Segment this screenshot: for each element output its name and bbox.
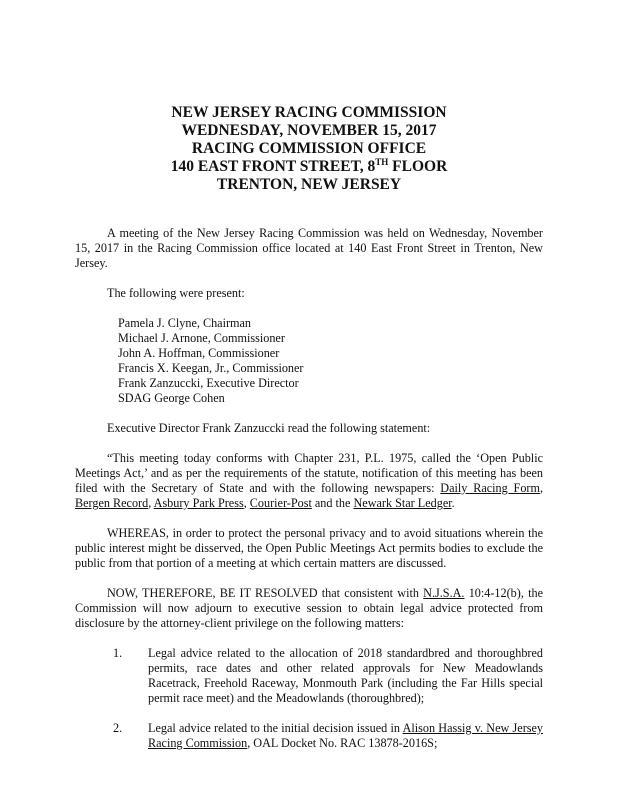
intro-paragraph: A meeting of the New Jersey Racing Commission was held on Wednesday, November 15, 2017 in the Racing Commission office located at 140 East Front Street in Trenton, New Jersey. <box>75 226 543 270</box>
statement-text: “This meeting today conforms with Chapter 231, P.L. 1975, called the ‘Open Public Meetings Act,’ and as per the requirements of the statute, notification of this meeting has been filed with the Secretary of State and with the following newspapers: <box>75 451 543 495</box>
statute-citation: N.J.S.A. <box>423 586 465 600</box>
resolved-paragraph <box>75 586 543 631</box>
newspaper-bergen-record: Bergen Record <box>75 496 149 510</box>
header-address-superscript: TH <box>375 156 389 167</box>
document-header <box>0 104 618 194</box>
header-date: WEDNESDAY, NOVEMBER 15, 2017 <box>181 122 437 139</box>
separator: , <box>243 496 250 510</box>
newspaper-newark-star-ledger: Newark Star Ledger <box>353 496 452 510</box>
newspaper-asbury-park-press: Asbury Park Press <box>153 496 244 510</box>
attendee: SDAG George Cohen <box>118 391 225 405</box>
attendee: Frank Zanzuccki, Executive Director <box>118 376 299 390</box>
separator: , <box>148 496 154 510</box>
agenda-item <box>75 721 543 751</box>
separator: , <box>539 481 544 495</box>
case-citation: Alison Hassig v. New Jersey Racing Commission <box>148 721 543 750</box>
agenda-item-text-post: , OAL Docket No. RAC 13878-2016S; <box>247 736 438 750</box>
attendee: Michael J. Arnone, Commissioner <box>118 331 285 345</box>
agenda-item-text: Legal advice related to the allocation of 2018 standardbred and thoroughbred permits, race dates and other related approvals for New Meadowlands Racetrack, Freehold Raceway, Monmouth Park (including the Far Hills special permit race meet) and the Meadowlands (thoroughbred); <box>148 646 543 705</box>
agenda-item-text-pre: Legal advice related to the initial decision issued in <box>148 721 403 735</box>
statement-end: . <box>451 496 455 510</box>
attendee-list <box>118 316 543 406</box>
resolved-text-continued: 10:4-12(b), the Commission will now adjourn to executive session to obtain legal advice protected from disclosure by the attorney-client privilege on the following matters: <box>75 586 543 630</box>
whereas-paragraph: WHEREAS, in order to protect the personal privacy and to avoid situations wherein the public interest might be disserved, the Open Public Meetings Act permits bodies to exclude the public from that portion of a meeting at which certain matters are discussed. <box>75 526 543 570</box>
header-title: NEW JERSEY RACING COMMISSION <box>171 104 447 121</box>
agenda-item-number: 2. <box>113 721 123 735</box>
header-address-floor: FLOOR <box>388 158 448 175</box>
newspaper-daily-racing-form: Daily Racing Form <box>440 481 540 495</box>
header-office: RACING COMMISSION OFFICE <box>191 140 427 157</box>
agenda-item-number: 1. <box>113 646 123 660</box>
attendee: Pamela J. Clyne, Chairman <box>118 316 252 330</box>
document-body <box>75 226 543 766</box>
agenda-item <box>75 646 543 706</box>
attendee: Francis X. Keegan, Jr., Commissioner <box>118 361 304 375</box>
newspaper-courier-post: Courier-Post <box>249 496 312 510</box>
header-city: TRENTON, NEW JERSEY <box>216 176 402 193</box>
header-address <box>0 158 618 176</box>
resolved-text: NOW, THEREFORE, BE IT RESOLVED that consistent with <box>107 586 424 600</box>
present-heading: The following were present: <box>107 286 245 300</box>
statement-paragraph <box>75 451 543 511</box>
agenda-item-text <box>148 721 543 750</box>
attendee: John A. Hoffman, Commissioner <box>118 346 280 360</box>
header-address-street: 140 EAST FRONT STREET, 8 <box>170 158 376 175</box>
statement-intro: Executive Director Frank Zanzuccki read the following statement: <box>107 421 431 435</box>
separator: and the <box>311 496 354 510</box>
